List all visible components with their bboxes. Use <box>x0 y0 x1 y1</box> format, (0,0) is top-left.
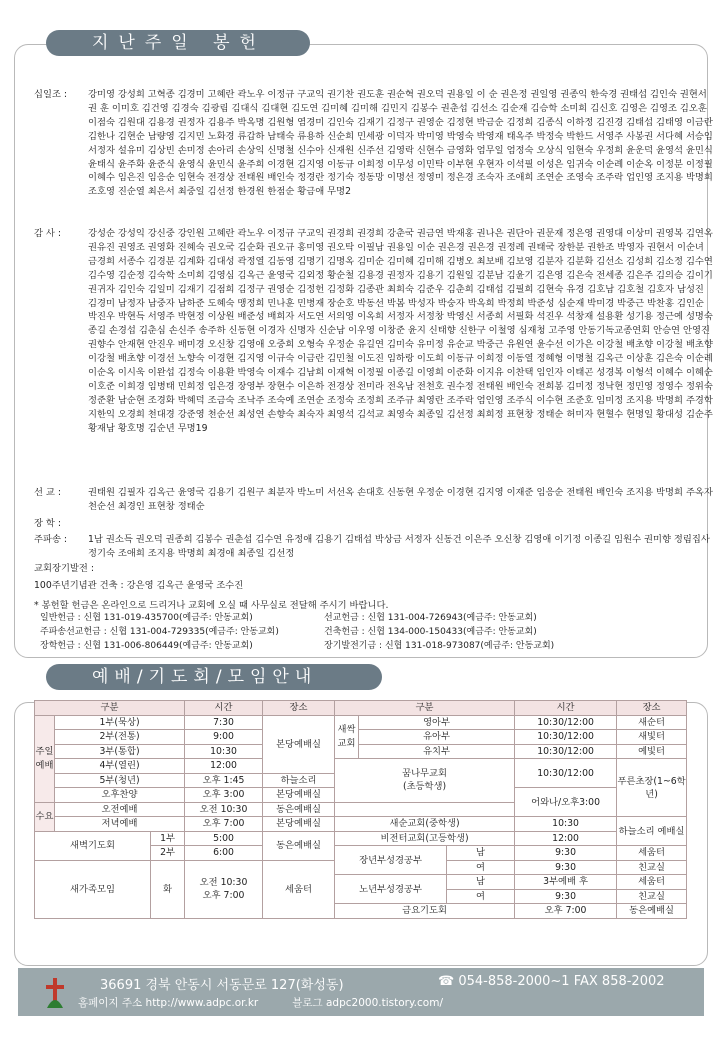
table-cell: 5부(청년) <box>55 773 185 788</box>
table-cell: 어와나/오후3:00 <box>515 788 617 817</box>
table-cell: 예빛터 <box>617 744 687 759</box>
wed-group: 수요 <box>35 802 55 831</box>
table-cell: 새순터 <box>617 715 687 730</box>
table-cell: 2부(전통) <box>55 730 185 745</box>
dispatch-section <box>34 533 718 561</box>
header-category-left: 구분 <box>35 701 185 716</box>
header-place-left: 장소 <box>263 701 335 716</box>
header-time-right: 시간 <box>515 701 617 716</box>
table-cell: 영아부 <box>359 715 515 730</box>
table-cell: 남 <box>447 846 515 861</box>
teen-place: 하늘소리 예배실 <box>617 817 687 846</box>
table-cell: 세움터 <box>617 875 687 890</box>
footer-address: 36691 경북 안동시 서동문로 127(화성동) <box>100 978 344 993</box>
table-cell: 하늘소리 <box>263 773 335 788</box>
table-row <box>35 715 687 730</box>
mission-label: 선 교 : <box>34 487 62 498</box>
schedule-section-title: 예배/기도회/모임안내 <box>46 664 382 690</box>
tithe-label: 십일조 : <box>34 89 68 100</box>
footer-homepage-link[interactable]: 홈페이지 주소 http://www.adpc.or.kr <box>78 997 259 1009</box>
scholarship-label: 장 학 : <box>34 518 62 529</box>
header-time-left: 시간 <box>185 701 263 716</box>
table-cell: 오전예배 <box>55 802 185 817</box>
table-cell: 10:30/12:00 <box>515 730 617 745</box>
table-cell: 4부(열린) <box>55 759 185 774</box>
table-row <box>35 730 687 745</box>
thanks-label: 감 사 : <box>34 228 62 239</box>
table-cell: 9:30 <box>515 846 617 861</box>
table-cell: 새순교회(중학생) <box>335 817 515 832</box>
table-cell: 오후 3:00 <box>185 788 263 803</box>
table-row <box>35 831 687 846</box>
dispatch-names: 1남 권소득 권오덕 권종희 김봉수 권춘섭 김수연 유정애 김용기 김태섭 박상금 서정자 신동건 이은주 오신창 김영애 이기정 이종길 임원수 권미향 정림집사 정기숙 조애희 조지용 박명희 최경애 최종일 김선정 <box>88 534 710 559</box>
table-row <box>35 759 687 774</box>
table-cell: 1부(묵상) <box>55 715 185 730</box>
kids-church: 꿈나무교회 (초등학생) <box>335 759 515 803</box>
newcomer-place: 세움터 <box>263 860 335 918</box>
table-cell: 3부예배 후 <box>515 875 617 890</box>
account-building: 건축헌금 : 신협 134-000-150433(예금주: 안동교회) <box>324 627 537 637</box>
account-dispatch: 주파송선교헌금 : 신협 131-004-729335(예금주: 안동교회) <box>40 627 279 637</box>
church-dev-label: 교회장기발전 : <box>34 563 94 574</box>
table-cell: 10:30/12:00 <box>515 744 617 759</box>
table-row <box>35 744 687 759</box>
table-cell: 9:30 <box>515 860 617 875</box>
table-cell: 2부 <box>151 846 185 861</box>
account-general: 일반헌금 : 신협 131-019-435700(예금주: 안동교회) <box>40 613 253 623</box>
account-mission: 선교헌금 : 신협 131-004-726943(예금주: 안동교회) <box>324 613 537 623</box>
church-logo-icon <box>46 978 64 1008</box>
schedule-table <box>34 700 687 919</box>
header-place-right: 장소 <box>617 701 687 716</box>
dawn-prayer: 새벽기도회 <box>35 831 151 860</box>
table-row <box>35 817 687 832</box>
table-cell: 오전 10:30 오후 7:00 <box>185 860 263 918</box>
table-cell: 동은예배실 <box>617 904 687 919</box>
header-category-right: 구분 <box>335 701 515 716</box>
adult-bible-study: 장년부성경공부 <box>335 846 447 875</box>
senior-bible-study: 노년부성경공부 <box>335 875 447 904</box>
dispatch-label: 주파송 : <box>34 534 68 545</box>
table-cell: 10:30 <box>515 817 617 832</box>
mission-names: 권태원 김필자 김옥근 윤영국 김용기 김원구 최분자 박노미 서선옥 손대호 신동현 우정순 이경현 김지영 이재준 임응순 전태원 배인숙 조지용 박명희 주옥자 천순선 최경인 표현창 정태순 <box>88 487 713 512</box>
table-cell: 3부(통합) <box>55 744 185 759</box>
table-cell: 친교실 <box>617 889 687 904</box>
table-cell: 12:00 <box>515 831 617 846</box>
table-cell: 새빛터 <box>617 730 687 745</box>
table-cell: 12:00 <box>185 759 263 774</box>
centennial-names: 강은영 김옥근 윤영국 조수진 <box>126 580 244 591</box>
table-cell: 화 <box>151 860 185 918</box>
table-cell: 10:30 <box>185 744 263 759</box>
table-cell: 6:00 <box>185 846 263 861</box>
newcomer-meeting: 새가족모임 <box>35 860 151 918</box>
table-cell: 여 <box>447 889 515 904</box>
table-cell: 저녁예배 <box>55 817 185 832</box>
table-cell: 9:30 <box>515 889 617 904</box>
table-cell: 7:30 <box>185 715 263 730</box>
tithe-names: 강미영 강성희 고혁종 김경미 고혜란 곽노우 이정규 구교익 권기찬 권도훈 권순혁 권오덕 권용일 이 순 권은정 권일영 권종익 한숙경 권태섭 김인숙 권현서 권 훈 이미호 김건영 김경숙 김광림 김대식 김대현 김도연 김미혜 김미해 김민지 김봉수 권춘섭 김선소 김순재 김승학 소미희 김신호 김영은 김영조 김오훈 이점숙 김원대 김용경 권정자 김용주 박옥명 김원형 염경미 김인숙 김재기 김정구 권영순 김정현 박금순 김정희 김종식 이하정 김진경 김태섭 김태영 이금란 김한나 김현순 남량영 김지민 노화경 류갑하 남태숙 류용하 신순희 민세광 이덕자 박미영 박영숙 박영재 태옥주 박정숙 박한드 서영주 사봉권 서다혜 서승임 서정자 설유미 김상빈 손미정 손아리 손상익 신명철 신수아 신재원 신주선 김영락 신현수 금영화 엄무일 엄정숙 오상식 임현숙 우정희 윤운덕 윤영석 윤민식 윤태식 윤주화 윤준식 윤영식 윤민식 윤주희 이경현 김지영 이동규 이희정 이무성 이민탁 이부현 우현자 이석필 이성은 임귀숙 이순례 이순옥 이정분 이정필 이혜수 임은진 임응순 임현숙 전경상 전태원 배인숙 정경란 정기숙 정동망 이명선 정영미 정은경 조숙자 조애희 조연순 조영숙 조주락 업인영 조지용 박명희 조호영 진순열 최은서 최중일 김선정 한경원 한점순 황금애 무명2 <box>88 89 713 198</box>
table-cell: 비전터교회(고등학생) <box>335 831 515 846</box>
centennial-label: 100주년기념관 건축 : <box>34 580 124 591</box>
footer-phone: ☎ 054-858-2000~1 FAX 858-2002 <box>438 974 665 989</box>
sunday-group: 주일예배 <box>35 715 55 802</box>
footer-blog-link[interactable]: 블로그 adpc2000.tistory.com/ <box>292 997 443 1009</box>
table-cell: 세움터 <box>617 846 687 861</box>
schedule-header-row <box>35 701 687 716</box>
table-cell: 오전 10:30 <box>185 802 263 817</box>
notice-headline: * 봉헌할 헌금은 온라인으로 드리거나 교회에 오실 때 사무실로 전달해 주시기 바랍니다. <box>34 600 389 611</box>
sunday-main-place: 본당예배실 <box>263 715 335 773</box>
account-scholarship: 장학헌금 : 신협 131-006-806449(예금주: 안동교회) <box>40 641 253 651</box>
sprout-group: 새싹교회 <box>335 715 359 759</box>
footer-bar <box>18 968 704 1016</box>
dawn-place: 동은예배실 <box>263 831 335 860</box>
table-cell: 오후 7:00 <box>515 904 617 919</box>
table-cell: 본당예배실 <box>263 788 335 803</box>
table-cell: 오후찬양 <box>55 788 185 803</box>
table-cell: 오후 7:00 <box>185 817 263 832</box>
kids-place: 푸른초장(1~6학년) <box>617 759 687 817</box>
table-cell: 10:30/12:00 <box>515 759 617 788</box>
tithe-section <box>34 88 718 199</box>
offering-section-title: 지난주일 봉헌 <box>46 30 310 56</box>
table-cell: 본당예배실 <box>263 817 335 832</box>
footer-contact-line <box>100 974 665 993</box>
table-cell: 10:30/12:00 <box>515 715 617 730</box>
table-cell: 오후 1:45 <box>185 773 263 788</box>
footer-web-line <box>78 995 443 1010</box>
table-cell: 1부 <box>151 831 185 846</box>
table-cell <box>335 802 515 817</box>
mission-section <box>34 486 718 514</box>
account-longterm: 장기발전기금 : 신협 131-018-973087(예금주: 안동교회) <box>324 641 555 651</box>
table-cell: 유치부 <box>359 744 515 759</box>
table-cell: 여 <box>447 860 515 875</box>
table-cell: 유아부 <box>359 730 515 745</box>
table-cell: 5:00 <box>185 831 263 846</box>
table-cell: 남 <box>447 875 515 890</box>
thanks-names: 강성순 강성익 강신중 강인원 고혜란 곽노우 이정규 구교익 권경희 권경희 강춘국 권금연 박재홍 권나은 권단아 권문재 정은영 권영대 이상미 권영복 김연옥 권유진 권영조 권영화 진혜숙 권오국 김순화 권오규 홍미영 권오탁 이필남 권용일 이순 권은경 권은경 권정례 권태국 장한분 권한조 박영자 권현서 이순녀 금경희 서종수 김경분 김계화 김대성 곽정열 김동영 김명기 김명옥 김미순 김미혜 김미해 김병오 최보배 김보영 김분자 김분화 김선소 김성희 김소정 김수연 김수영 김순정 김숙학 소미희 김영심 김옥근 윤영국 김외정 황순철 김용경 권정자 김용기 김원일 김분남 김윤기 김은영 김은숙 전세종 김은주 김의승 김이기 권귀자 김인숙 김일미 김재기 김점희 김정구 권영순 김정헌 김정화 김종관 최희숙 김준우 김춘희 김태섭 김필희 김현숙 유경 김호남 김호철 김호자 남성진 김경미 남정자 남중자 남하준 도혜숙 맹정희 민나훈 민병재 장순호 박동선 박봄 박성자 박숭자 박옥희 박정희 박준성 심순재 박미경 박중근 박찬홍 김인순 박진우 박현득 서영주 박현정 이상원 배준성 배희자 서도연 서의영 이옥희 서정자 서정창 박영신 서종희 서필화 석진우 석창재 설용환 성기용 정근예 성명숙 종길 손경섭 김춘심 손신주 송주하 신동현 이경자 신명자 신순남 이우영 이창준 윤지 신태향 신한구 이철영 심재청 고주영 안동기독교종연회 안승연 안영진 권향수 안재현 안진우 배미경 오신창 김영애 오중희 오형숙 우정순 유길연 김미숙 유미정 유순교 박중근 유원연 윤수선 이가은 이강철 배초향 이강철 배초향 이강철 배초향 이경선 노향숙 이경현 김지영 이규숙 이금란 김민철 이도진 임하랑 이도희 이동규 이희정 이동열 정혜형 이명철 김옥근 이상훈 김은숙 이순례 이순옥 이시욱 이완섭 김정숙 이용환 박영숙 이재수 김남희 이재혁 이정필 이종길 이영희 이준화 이지유 이찬택 임인자 이태곤 성경복 이형석 이혜수 이혜순 이호준 이희경 임병태 민희정 임은경 장영부 장현수 이은하 전경상 전미라 전옥남 전천호 권수정 전태원 배인숙 전희봉 김미정 정낙현 정민영 정영수 정위숙 정준환 남순현 조경화 박혜덕 조금숙 조낙주 조숙예 조연순 조정숙 조정희 조주규 최영란 조주락 엄인영 조주식 이수현 조준호 임미정 조지용 박명희 주경학 지한익 오경희 천대경 강준영 천순선 최성연 손향숙 최숙자 최영석 김석교 최영숙 최종일 김선정 최희정 표현창 정태순 허미자 현혈수 현명일 황대성 김순주 황재남 황호명 김순년 무명19 <box>88 228 713 434</box>
table-cell: 9:00 <box>185 730 263 745</box>
centennial-line <box>34 579 243 592</box>
friday-prayer: 금요기도회 <box>335 904 515 919</box>
table-cell: 동은예배실 <box>263 802 335 817</box>
table-cell: 친교실 <box>617 860 687 875</box>
thanks-section <box>34 227 718 436</box>
